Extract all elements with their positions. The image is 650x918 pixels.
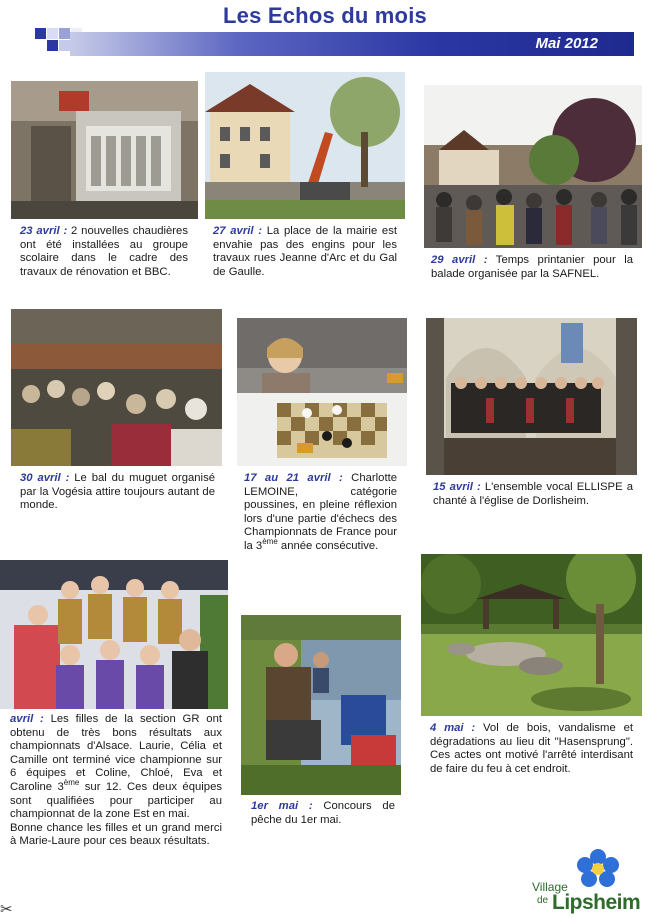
- photo-hasensprung: [421, 554, 642, 716]
- blue-flower-icon: [574, 848, 622, 890]
- page-title: Les Echos du mois: [223, 3, 427, 28]
- caption-29-avril: 29 avril : Temps printanier pour la balade organisée par la SAFNEL.: [431, 254, 633, 280]
- photo-balade-safnel: [424, 85, 642, 248]
- caption-23-avril: 23 avril : 2 nouvelles chaudières ont été installées au groupe scolaire dans le cadre des travaux de rénovation et BBC.: [20, 225, 188, 278]
- photo-gr-team: [0, 560, 228, 709]
- photo-mairie-works: [205, 72, 405, 219]
- caption-17-21-avril: 17 au 21 avril : Charlotte LEMOINE, catégorie poussines, en pleine réflexion lors d'une partie d'échecs des Championnats de France pour la 3ème année consécutive.: [244, 472, 397, 552]
- logo-lipsheim-text: Lipsheim: [552, 891, 641, 914]
- photo-choir-church: [426, 318, 637, 475]
- caption-1er-mai: 1er mai : Concours de pêche du 1er mai.: [251, 800, 395, 826]
- logo-village-text: Village: [532, 880, 568, 894]
- photo-chess-player: [237, 318, 407, 466]
- photo-bal-muguet: [11, 309, 222, 466]
- photo-boilers: [11, 81, 198, 219]
- caption-avril-gr: avril : Les filles de la section GR ont obtenu de très bons résultats aux championnats d'Alsace. Laurie, Célia et Camille ont terminé vice championne sur 6 équipes et Coline, Chloé, Eva et Caroline 3ème sur 12. Ces deux équipes sont qualifiées pour participer au championnat de la zone Est en mai. Bonne chance les filles et un grand merci à Marie-Laure pour ces beaux résultats.: [10, 713, 222, 848]
- village-logo: [532, 848, 650, 917]
- scissors-icon: ✂: [0, 901, 13, 918]
- issue-date: Mai 2012: [535, 35, 598, 52]
- logo-de-text: de: [537, 895, 549, 906]
- photo-fishing: [241, 615, 401, 795]
- caption-15-avril: 15 avril : L'ensemble vocal ELLISPE a chanté à l'église de Dorlisheim.: [433, 481, 633, 507]
- caption-27-avril: 27 avril : La place de la mairie est envahie pas des engins pour les travaux rues Jeanne d'Arc et du Gal de Gaulle.: [213, 225, 397, 278]
- caption-4-mai: 4 mai : Vol de bois, vandalisme et dégradations au lieu dit "Hasensprung". Ces actes ont motivé l'arrêté interdisant de faire du feu à cet endroit.: [430, 722, 633, 775]
- caption-30-avril: 30 avril : Le bal du muguet organisé par la Vogésia attire toujours autant de monde.: [20, 472, 216, 512]
